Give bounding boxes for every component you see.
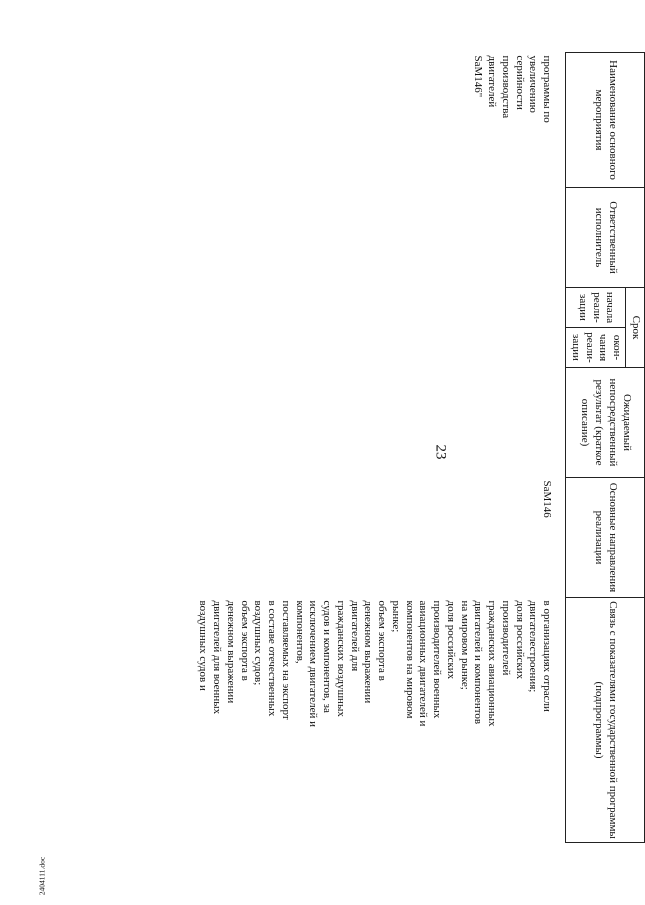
- cell-result: [196, 368, 560, 478]
- cell-directions: SaM146: [541, 480, 554, 518]
- cell-executor: [196, 188, 560, 288]
- activities-table: [196, 52, 645, 843]
- header-directions: Основные направления реализации: [566, 478, 645, 598]
- footer-filename: 2404111.doc: [37, 856, 47, 896]
- rotated-table-container: [197, 52, 645, 842]
- header-result: Ожидаемый непосредственный результат (краткое описание): [566, 368, 645, 478]
- cell-name: программы по увеличению серийности производства двигателей SaM146": [472, 55, 554, 123]
- header-executor: Ответственный исполнитель: [566, 188, 645, 288]
- cell-link: в организациях отрасли двигателестроения; доля российских производителей гражданских авиационных двигателей и компонентов на мировом рынке; доля российских производителей военных авиационных двигателей и компонентов на мировом рынке; объем экспорта в денежном выражении двигателей для гражданских воздушных судов и компонентов, за исключением двигателей и компонентов, поставляемых на экспорт в составе отечественных воздушных судов; объем экспорта в денежном выражении двигателей для военных воздушных судов и: [197, 600, 554, 728]
- header-term: Срок: [626, 288, 645, 368]
- header-link: Связь с показателями государственной программы (подпрограммы): [566, 598, 645, 843]
- header-term-end: окон-чания реали-зации: [566, 328, 626, 368]
- page-number: 23: [432, 444, 449, 460]
- header-name: Наименование основного мероприятия: [566, 53, 645, 188]
- header-term-start: начала реали-зации: [566, 288, 626, 328]
- table-row: [196, 53, 560, 843]
- cell-term-end: [196, 328, 560, 368]
- cell-term-start: [196, 288, 560, 328]
